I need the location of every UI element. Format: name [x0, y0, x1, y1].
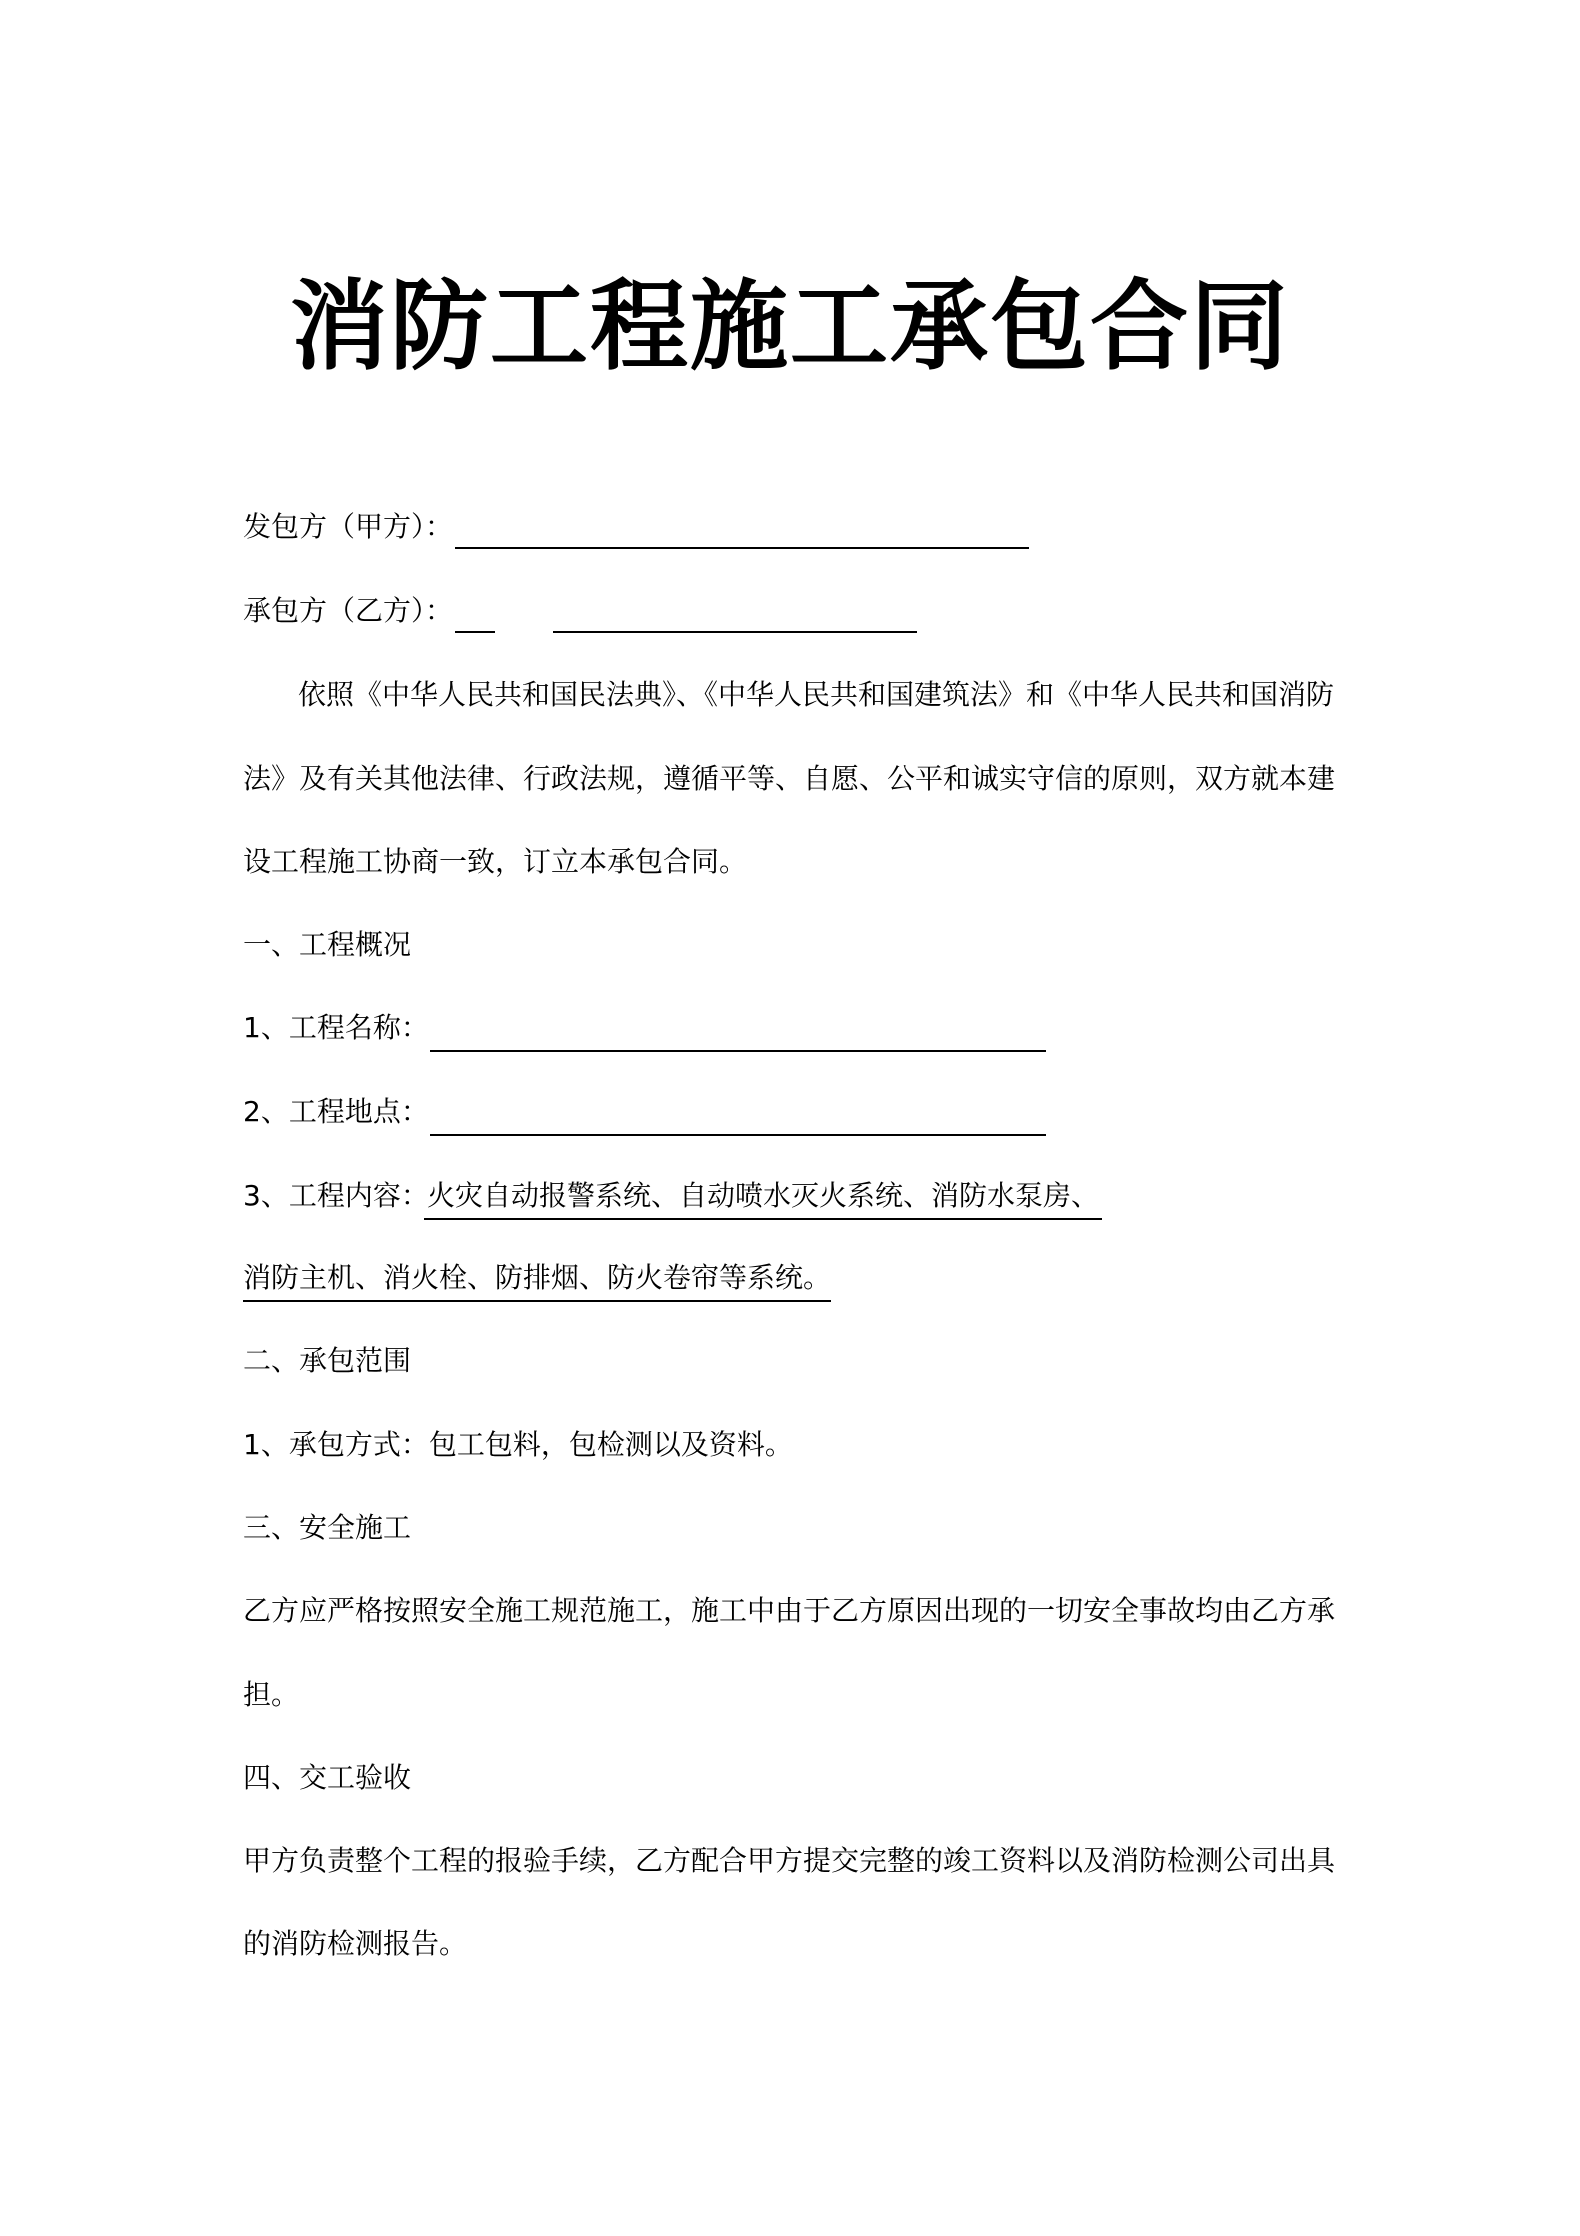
project-content-value-2: 消防主机、消火栓、防排烟、防火卷帘等系统。 [243, 1261, 832, 1294]
safety-line-1: 乙方应严格按照安全施工规范施工，施工中由于乙方原因出现的一切安全事故均由乙方承 [243, 1594, 1336, 1627]
project-content-value-1: 火灾自动报警系统、自动喷水灭火系统、消防水泵房、 [427, 1179, 1100, 1212]
party-b-blank [553, 631, 917, 633]
project-location-label: 2、工程地点： [243, 1095, 429, 1128]
acceptance-line-1: 甲方负责整个工程的报验手续，乙方配合甲方提交完整的竣工资料以及消防检测公司出具 [243, 1844, 1336, 1877]
section-4-heading: 四、交工验收 [243, 1761, 412, 1794]
party-a-blank [455, 547, 1029, 549]
section-1-heading: 一、工程概况 [243, 928, 412, 961]
preamble-line-2: 法》及有关其他法律、行政法规，遵循平等、自愿、公平和诚实守信的原则，双方就本建 [243, 762, 1336, 795]
contract-title: 消防工程施工承包合同 [289, 270, 1290, 384]
section-2-heading: 二、承包范围 [243, 1344, 412, 1377]
project-name-label: 1、工程名称： [243, 1011, 429, 1044]
project-content-underline-2 [243, 1300, 831, 1302]
project-location-blank [430, 1134, 1046, 1136]
party-a-label: 发包方（甲方）： [243, 510, 454, 543]
party-b-blank-short [455, 631, 495, 633]
project-content-underline-1 [424, 1218, 1102, 1220]
safety-line-2: 担。 [243, 1678, 300, 1711]
contract-method: 1、承包方式：包工包料，包检测以及资料。 [243, 1428, 793, 1461]
preamble-line-1: 依照《中华人民共和国民法典》、《中华人民共和国建筑法》和《中华人民共和国消防 [298, 678, 1335, 711]
acceptance-line-2: 的消防检测报告。 [243, 1927, 468, 1960]
preamble-line-3: 设工程施工协商一致，订立本承包合同。 [243, 845, 748, 878]
section-3-heading: 三、安全施工 [243, 1511, 412, 1544]
project-content-label: 3、工程内容： [243, 1179, 429, 1212]
project-name-blank [430, 1050, 1046, 1052]
party-b-label: 承包方（乙方）： [243, 594, 454, 627]
